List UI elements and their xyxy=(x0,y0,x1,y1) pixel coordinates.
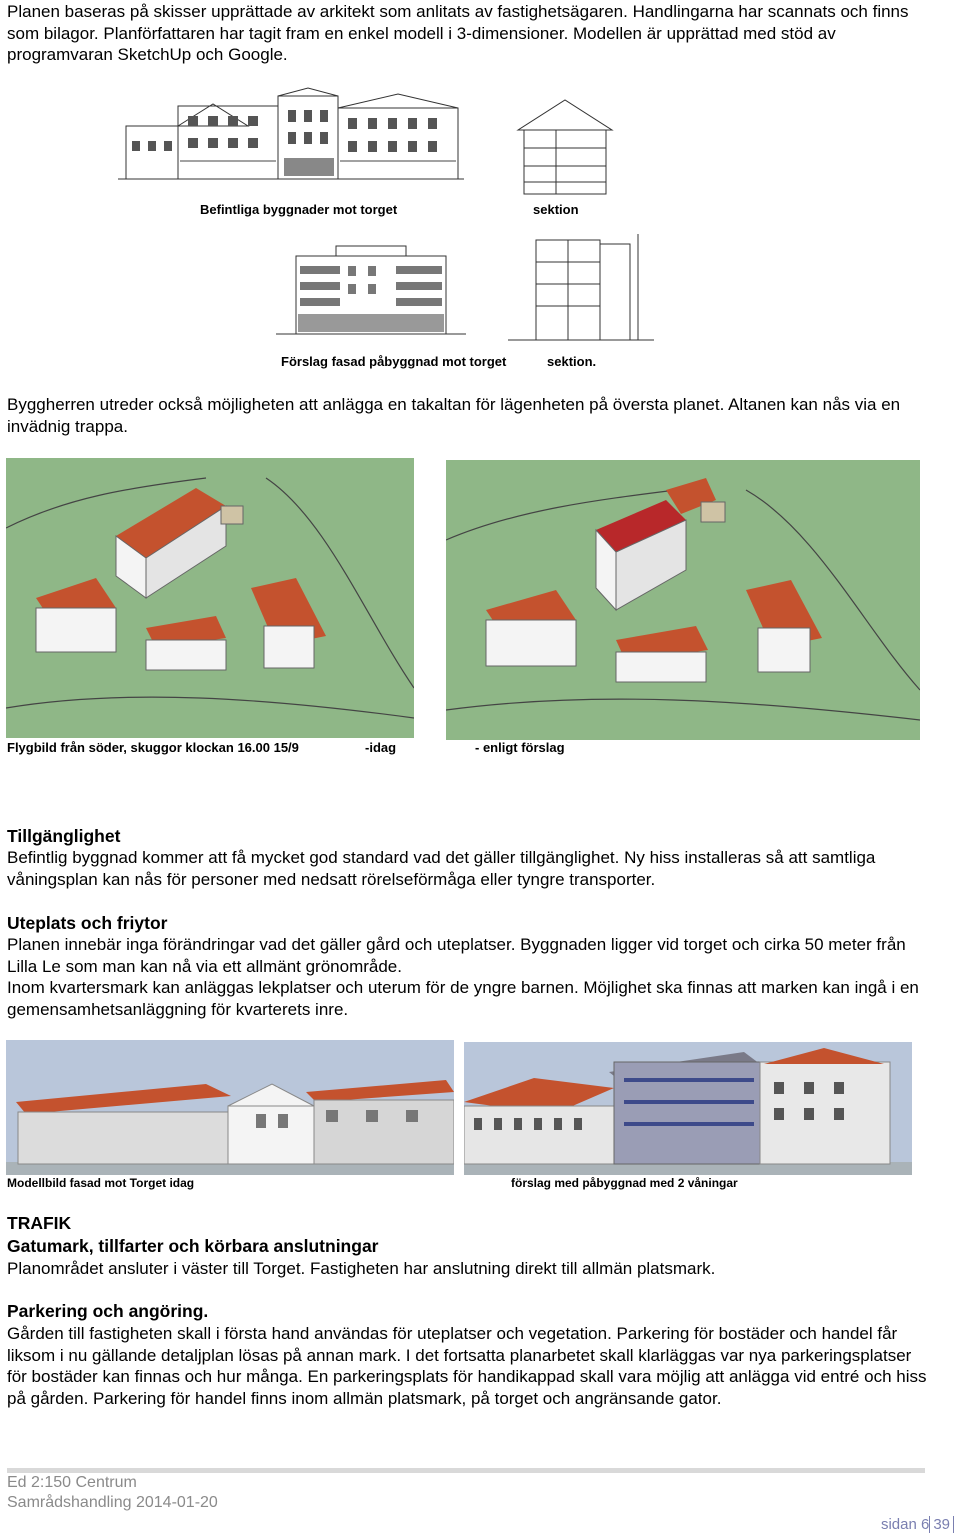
accessibility-paragraph: Befintlig byggnad kommer att få mycket god standard vad det gäller tillgänglighet. Ny hiss installeras så att samtliga våningsplan kan nås för personer med nedsatt rörelseförmåga eller tyngre transporter. xyxy=(7,848,876,889)
footer-divider xyxy=(7,1468,925,1473)
caption-model-today: Modellbild fasad mot Torget idag xyxy=(7,1176,195,1190)
heading-traffic: TRAFIK xyxy=(7,1213,72,1233)
aerial-image-today xyxy=(6,458,414,738)
section-drawing-2 xyxy=(508,234,654,350)
aerial-image-proposal xyxy=(446,460,920,740)
intro-paragraph: Planen baseras på skisser upprättade av arkitekt som anlitats av fastighetsägaren. Handlingarna har scannats och finns som bilagor. Planförfattaren har tagit fram en enkel modell i 3-dimensioner. Modellen är upprättad med stöd av programvaran SketchUp och Google. xyxy=(7,2,909,64)
parking-paragraph: Gården till fastigheten skall i första hand användas för uteplatser och vegetation. Parkering för bostäder och handel får liksom i nu gällande detaljplan lösas på annan mark. I det fortsatta planarbetet skall klarläggas var nya parkeringsplatser för bostäder kan finnas och hur många. En parkeringsplats för handikappad skall vara möjlig att anlägga vid entré och hiss på gården. Parkering för handel finns inom allmän platsmark, på torget och angränsande gator. xyxy=(7,1324,927,1408)
caption-model-proposal: förslag med påbyggnad med 2 våningar xyxy=(511,1176,738,1190)
caption-aerial-proposal: - enligt förslag xyxy=(475,740,565,755)
page-current: 6 xyxy=(920,1516,930,1533)
outdoor-paragraph-2: Inom kvartersmark kan anläggas lekplatser och uterum för de yngre barnen. Möjlighet ska finnas att marken kan ingå i en gemensamhetsanläggning för kvarterets inre. xyxy=(7,978,919,1019)
outdoor-paragraph-1: Planen innebär inga förändringar vad det gäller gård och uteplatser. Byggnaden ligger vid torget och cirka 50 meter från Lilla Le som man kan nå via ett allmänt grönområde. xyxy=(7,935,906,976)
section-drawing xyxy=(516,98,614,196)
caption-section-2: sektion. xyxy=(547,354,597,369)
model-image-today xyxy=(6,1040,454,1175)
footer-project: Ed 2:150 Centrum xyxy=(7,1474,137,1491)
traffic-paragraph: Planområdet ansluter i väster till Torget. Fastigheten har anslutning direkt till allmän platsmark. xyxy=(7,1259,716,1278)
caption-aerial: Flygbild från söder, skuggor klockan 16.00 15/9 xyxy=(7,740,299,755)
heading-parking: Parkering och angöring. xyxy=(7,1301,209,1321)
caption-proposed-facade: Förslag fasad påbyggnad mot torget xyxy=(281,354,507,369)
caption-existing-facade: Befintliga byggnader mot torget xyxy=(200,202,398,217)
page-total: 39 xyxy=(929,1516,954,1533)
existing-facade-drawing xyxy=(118,86,464,194)
page-label: sidan xyxy=(880,1516,917,1533)
terrace-paragraph: Byggherren utreder också möjligheten att anlägga en takaltan för lägenheten på översta planet. Altanen kan nås via en invädnig trappa. xyxy=(7,395,901,436)
footer-document: Samrådshandling 2014-01-20 xyxy=(7,1494,218,1511)
caption-aerial-today: -idag xyxy=(365,740,397,755)
proposed-facade-drawing xyxy=(276,244,466,348)
page-number xyxy=(881,1516,954,1533)
heading-outdoor: Uteplats och friytor xyxy=(7,913,168,933)
heading-accessibility: Tillgänglighet xyxy=(7,826,121,846)
model-image-proposal xyxy=(464,1042,912,1175)
subheading-traffic: Gatumark, tillfarter och körbara anslutningar xyxy=(7,1236,379,1256)
caption-section: sektion xyxy=(533,202,579,217)
